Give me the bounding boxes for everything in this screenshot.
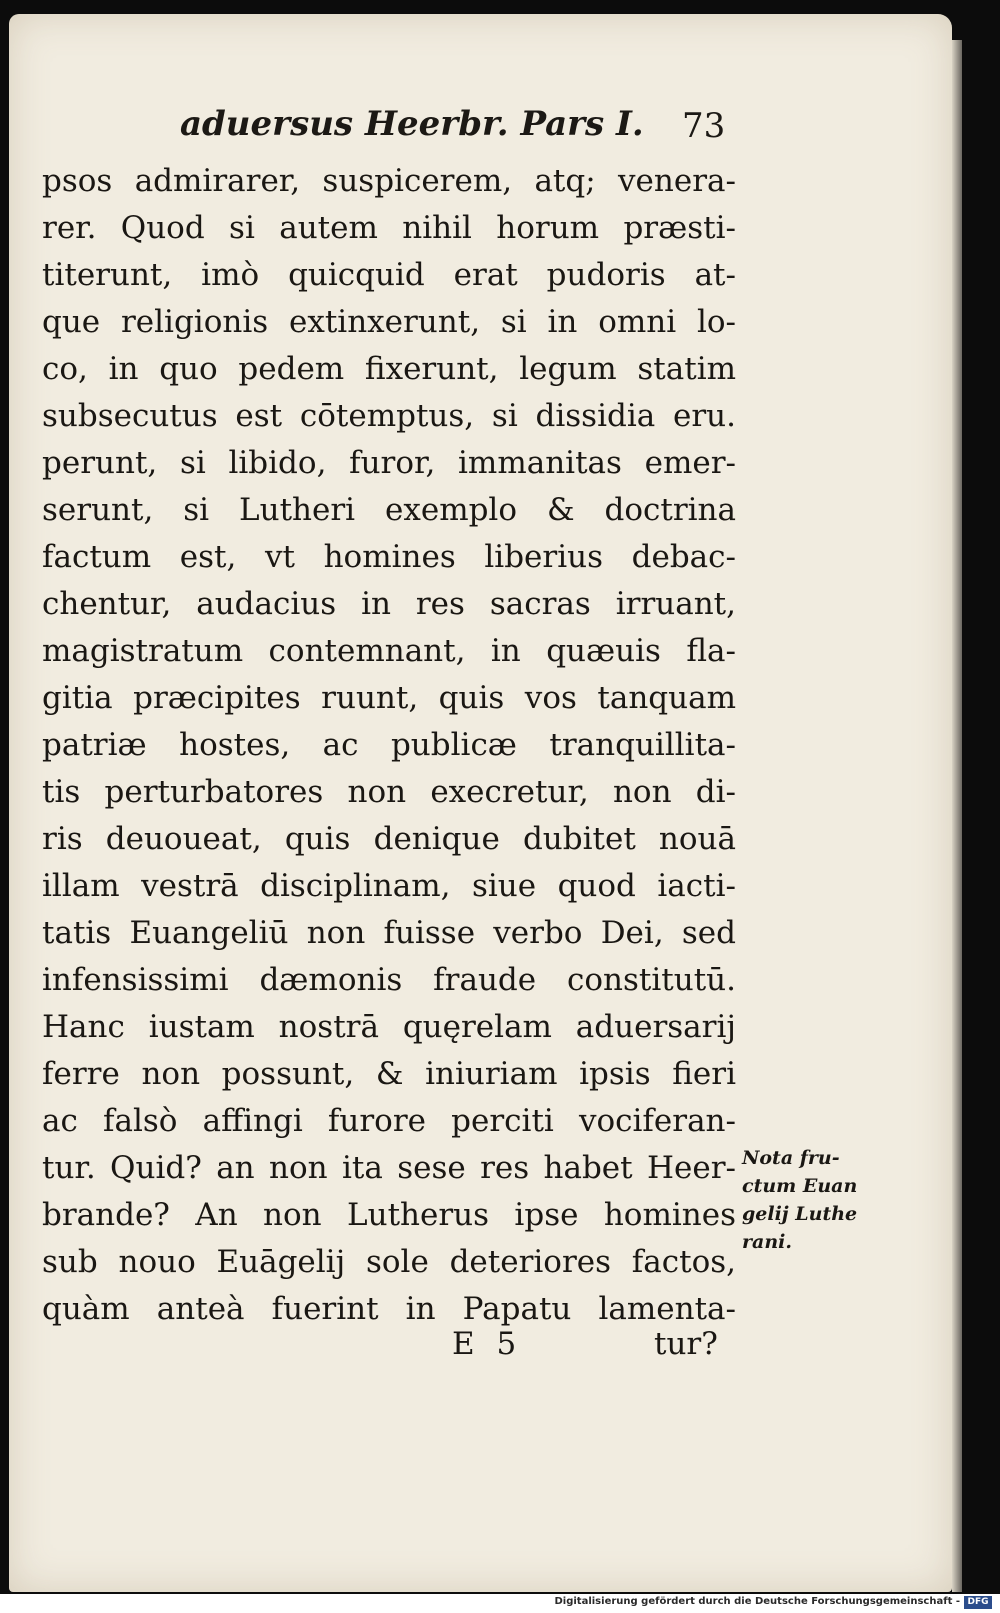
text-line: que religionis extinxerunt, si in omni lo- [42,304,736,340]
running-head: aduersus Heerbr. Pars I. [180,104,644,144]
signature-mark: E 5 [452,1326,523,1362]
text-line: factum est, vt homines liberius debac- [42,539,736,575]
text-line: ris deuoueat, quis denique dubitet nouā [42,821,736,857]
body-text [42,158,736,1333]
text-line: chentur, audacius in res sacras irruant, [42,586,736,622]
text-line: tur. Quid? an non ita sese res habet Heer- [42,1150,736,1186]
text-line: brande? An non Lutherus ipse homines [42,1197,736,1233]
footer-bar [0,1594,1000,1613]
marginal-note-line: ctum Euan [742,1175,858,1197]
marginal-note-line: gelij Luthe [742,1203,858,1225]
marginal-note-line: Nota fru- [742,1147,840,1169]
page-number: 73 [682,106,726,146]
text-line: titerunt, imò quicquid erat pudoris at- [42,257,736,293]
text-line: Hanc iustam nostrā quęrelam aduersarij [42,1009,736,1045]
text-line: psos admirarer, suspicerem, atq; venera- [42,163,736,199]
text-line: patriæ hostes, ac publicæ tranquillita- [42,727,736,763]
text-line: rer. Quod si autem nihil horum præsti- [42,210,736,246]
text-line: serunt, si Lutheri exemplo & doctrina [42,492,736,528]
text-line: co, in quo pedem fixerunt, legum statim [42,351,736,387]
catchword: tur? [654,1326,718,1362]
text-line: perunt, si libido, furor, immanitas emer- [42,445,736,481]
text-line: quàm anteà fuerint in Papatu lamenta- [42,1291,736,1327]
text-line: sub nouo Euāgelij sole deteriores factos, [42,1244,736,1280]
text-line: subsecutus est cōtemptus, si dissidia eru. [42,398,736,434]
dfg-logo: DFG [964,1596,992,1609]
marginal-note [742,1144,862,1256]
text-line: tis perturbatores non execretur, non di- [42,774,736,810]
text-line: illam vestrā disciplinam, siue quod iacti- [42,868,736,904]
marginal-note-line: rani. [742,1231,792,1253]
page-edge [952,40,962,1592]
text-line: gitia præcipites ruunt, quis vos tanquam [42,680,736,716]
text-line: ferre non possunt, & iniuriam ipsis fieri [42,1056,736,1092]
text-line: ac falsò affingi furore perciti vociferan- [42,1103,736,1139]
text-line: magistratum contemnant, in quæuis fla- [42,633,736,669]
text-line: infensissimi dæmonis fraude constitutū. [42,962,736,998]
text-line: tatis Euangeliū non fuisse verbo Dei, sed [42,915,736,951]
footer-credit: Digitalisierung gefördert durch die Deutsche Forschungsgemeinschaft - [554,1596,960,1607]
